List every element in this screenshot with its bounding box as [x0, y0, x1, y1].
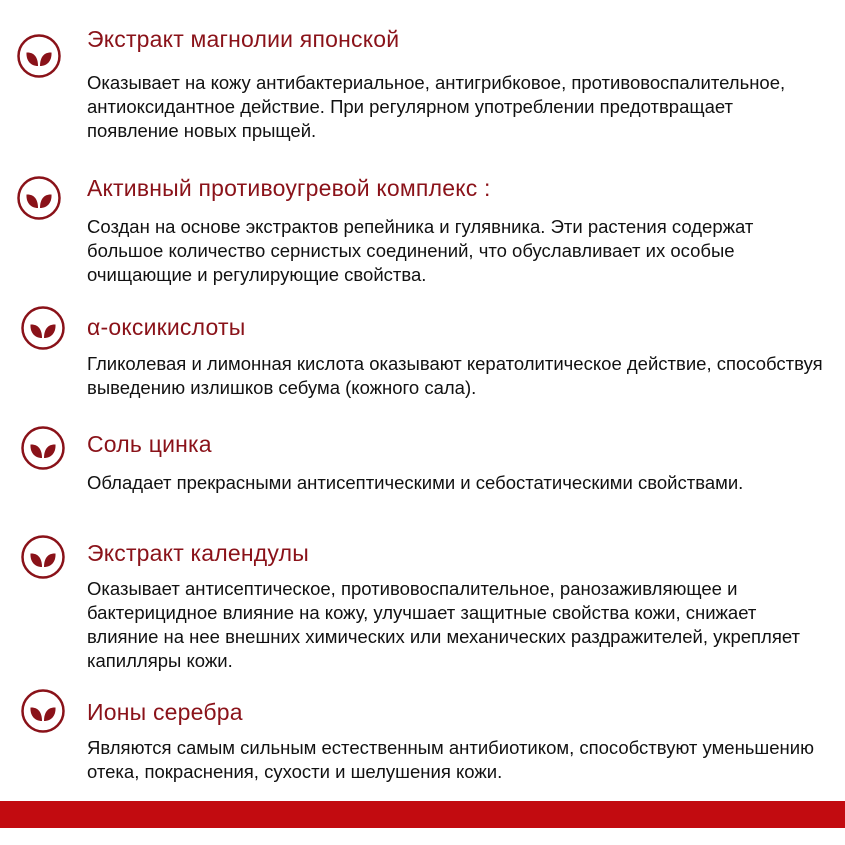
ingredient-title: Экстракт календулы [87, 540, 309, 566]
leaf-icon [17, 34, 61, 78]
leaf-icon [21, 426, 65, 470]
ingredient-title: α-оксикислоты [87, 314, 246, 340]
leaf-icon [17, 176, 61, 220]
ingredient-title: Ионы серебра [87, 699, 243, 725]
ingredient-description: Создан на основе экстрактов репейника и гулявника. Эти растения содержат большое количество сернистых соединений, что обуславливает их особые очищающие и регулирующие свойства. [87, 216, 754, 285]
ingredient-title: Экстракт магнолии японской [87, 26, 400, 52]
leaf-icon [21, 306, 65, 350]
ingredient-description: Оказывает антисептическое, противовоспалительное, ранозаживляющее и бактерицидное влияние на кожу, улучшает защитные свойства кожи, снижает влияние на нее внешних химических или механических раздражителей, укрепляет капилляры кожи. [87, 578, 800, 671]
ingredient-description: Обладает прекрасными антисептическими и себостатическими свойствами. [87, 472, 744, 493]
leaf-icon [21, 535, 65, 579]
bottom-accent-bar [0, 801, 845, 828]
ingredient-description: Гликолевая и лимонная кислота оказывают кератолитическое действие, способствуя выведению излишков себума (кожного сала). [87, 353, 823, 398]
leaf-icon [21, 689, 65, 733]
ingredient-title: Активный противоугревой комплекс : [87, 175, 491, 201]
ingredient-description: Являются самым сильным естественным антибиотиком, способствуют уменьшению отека, покраснения, сухости и шелушения кожи. [87, 737, 814, 782]
ingredient-description: Оказывает на кожу антибактериальное, антигрибковое, противовоспалительное, антиоксидантное действие. При регулярном употреблении предотвращает появление новых прыщей. [87, 72, 786, 141]
ingredient-title: Соль цинка [87, 431, 212, 457]
